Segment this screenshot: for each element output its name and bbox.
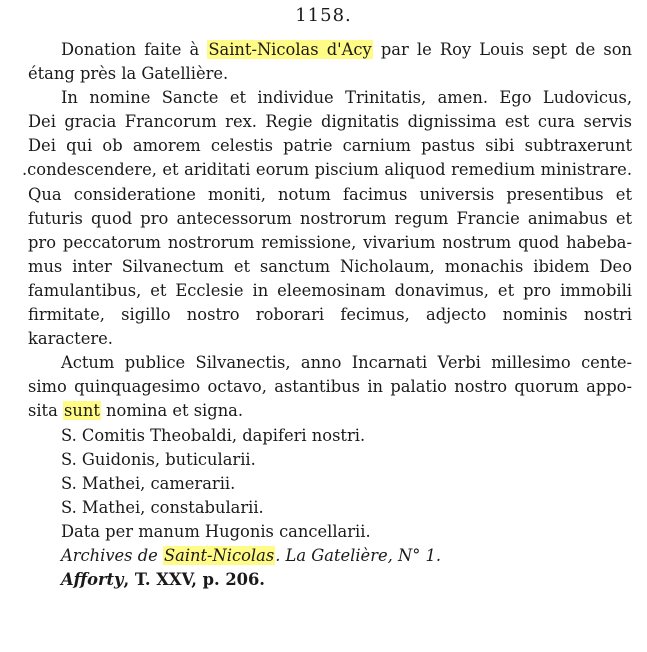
source-text: . La Gatelière, N° 1.	[275, 545, 442, 565]
title-line	[28, 38, 632, 62]
source-author: Afforty	[61, 570, 124, 590]
charter-line: futuris quod pro antecessorum nostrorum regum Francie animabus et	[28, 208, 632, 228]
source-line	[28, 544, 632, 568]
actum-text: sita	[28, 401, 63, 421]
signature-line: S. Mathei, constabularii.	[61, 497, 264, 517]
actum-line	[28, 399, 632, 423]
signature-line: S. Comitis Theobaldi, dapiferi nostri.	[61, 425, 366, 445]
title-text: par le Roy Louis sept de son	[372, 40, 633, 59]
highlighted-term: Saint-Nicolas	[163, 545, 275, 565]
actum-text: Actum publice Silvanectis, anno Incarnati Verbi millesimo cente-	[61, 353, 632, 373]
actum-line	[28, 351, 632, 375]
signature-line: S. Guidonis, buticularii.	[61, 449, 256, 469]
source-line	[28, 568, 632, 592]
charter-line: pro peccatorum nostrorum remissione, vivarium nostrum quod habeba-	[28, 232, 632, 252]
signature-line: S. Mathei, camerarii.	[61, 473, 236, 493]
charter-line: .condescendere, et ariditati eorum piscium aliquod remedium ministrare.	[22, 160, 632, 180]
actum-text: simo quinquagesimo octavo, astantibus in palatio nostro quorum appo-	[28, 377, 632, 397]
actum-line	[28, 375, 632, 399]
document-year: 1158.	[295, 5, 352, 26]
charter-line: mus inter Silvanectum et sanctum Nicholaum, monachis ibidem Deo	[28, 256, 632, 276]
charter-line: In nomine Sancte et individue Trinitatis, amen. Ego Ludovicus,	[61, 88, 632, 108]
document-body	[22, 38, 633, 592]
charter-line: firmitate, sigillo nostro roborari fecimus, adjecto nominis nostri	[28, 305, 632, 325]
actum-text: nomina et signa.	[100, 401, 244, 421]
source-text: , T. XXV, p. 206.	[123, 570, 265, 590]
highlighted-term: Saint-Nicolas d'Acy	[208, 40, 372, 59]
title-line	[28, 62, 632, 86]
charter-line: Dei qui ob amorem celestis patrie carnium pastus sibi subtraxerunt	[28, 136, 632, 156]
source-text: Archives de	[61, 545, 163, 565]
charter-line: famulantibus, et Ecclesie in eleemosinam donavimus, et pro immobili	[28, 280, 632, 300]
charter-line: Qua consideratione moniti, notum facimus universis presentibus et	[28, 184, 632, 204]
charter-line: karactere.	[28, 329, 113, 349]
highlighted-term: sunt	[64, 401, 100, 421]
charter-line: Dei gracia Francorum rex. Regie dignitatis dignissima est cura servis	[28, 112, 632, 132]
title-text: Donation faite à	[61, 40, 208, 59]
title-text: étang près la Gatellière.	[28, 64, 229, 84]
signature-line: Data per manum Hugonis cancellarii.	[61, 521, 371, 541]
